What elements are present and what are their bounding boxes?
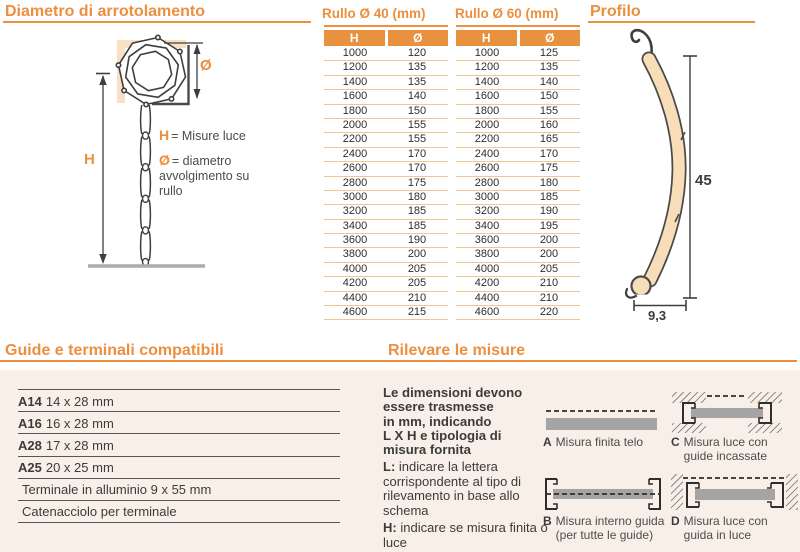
caption-text: Misura finita telo: [555, 435, 644, 449]
guide-list-item: [18, 456, 340, 478]
measure-intro: [383, 386, 555, 457]
guide-code: A14: [18, 393, 42, 409]
col-header-diameter: Ø: [520, 30, 581, 46]
cell-diameter: 170: [407, 147, 427, 160]
title-underline: [588, 21, 755, 23]
legend-item-diameter: [159, 153, 251, 199]
table-header-row: [324, 30, 448, 46]
table-title-rullo60: Rullo Ø 60 (mm): [455, 6, 559, 21]
intro-line: in mm, indicando: [383, 413, 492, 429]
cell-h: 1800: [342, 104, 368, 117]
guide-desc: 20 x 25 mm: [45, 460, 114, 476]
legend-symbol-diameter: Ø: [159, 152, 170, 168]
cell-h: 1600: [474, 90, 500, 103]
cell-h: 4000: [474, 262, 500, 275]
cell-diameter: 200: [539, 248, 559, 261]
cell-h: 3000: [342, 190, 368, 203]
cell-h: 1200: [474, 61, 500, 74]
table-row: [324, 148, 448, 162]
table-row: [324, 248, 448, 262]
table-row: [456, 292, 580, 306]
profile-height-label: 45: [695, 172, 712, 189]
cell-diameter: 135: [539, 61, 559, 74]
col-header-h: H: [456, 30, 517, 46]
table-row: [324, 263, 448, 277]
table-row: [456, 277, 580, 291]
cell-diameter: 200: [539, 234, 559, 247]
table-row: [324, 76, 448, 90]
h-text: indicare se misura finita o luce: [383, 520, 548, 550]
section-title-profilo: Profilo: [590, 3, 641, 20]
cell-h: 1800: [474, 104, 500, 117]
table-rule: [324, 25, 448, 27]
cell-diameter: 185: [407, 219, 427, 232]
legend-symbol-h: H: [159, 127, 170, 143]
cell-diameter: 155: [407, 118, 427, 131]
cell-diameter: 135: [407, 75, 427, 88]
cell-diameter: 150: [407, 104, 427, 117]
guide-desc: 16 x 28 mm: [45, 415, 114, 431]
curtain: [141, 105, 151, 266]
table-row: [324, 234, 448, 248]
cell-diameter: 195: [539, 219, 559, 232]
rullo60-table: [456, 30, 580, 320]
cell-h: 3200: [474, 205, 500, 218]
cell-h: 3000: [474, 190, 500, 203]
table-row: [456, 248, 580, 262]
cell-h: 3200: [342, 205, 368, 218]
slat-bottom-curl: [632, 277, 651, 296]
profile-width-label: 9,3: [648, 308, 667, 323]
cell-diameter: 190: [407, 234, 427, 247]
cell-h: 1200: [342, 61, 368, 74]
table-rule: [456, 25, 580, 27]
title-underline: [3, 21, 311, 23]
cell-diameter: 205: [407, 262, 427, 275]
table-body: [324, 47, 448, 320]
cell-diameter: 165: [539, 133, 559, 146]
cell-diameter: 185: [539, 190, 559, 203]
measure-diagram-d: [671, 472, 799, 512]
table-row: [456, 90, 580, 104]
guide-desc: 14 x 28 mm: [45, 393, 114, 409]
cell-diameter: 220: [539, 306, 559, 319]
table-row: [324, 133, 448, 147]
cell-h: 2000: [474, 118, 500, 131]
table-header-row: [456, 30, 580, 46]
cell-h: 4400: [342, 291, 368, 304]
measure-instructions: [383, 386, 555, 550]
cell-h: 4400: [474, 291, 500, 304]
caption-text: Misura luce con guida in luce: [683, 514, 768, 542]
col-header-diameter: Ø: [388, 30, 449, 46]
cell-diameter: 200: [407, 248, 427, 261]
cell-h: 1400: [474, 75, 500, 88]
caption-letter: B: [543, 514, 552, 528]
guide-code: A16: [18, 415, 42, 431]
cell-diameter: 140: [539, 75, 559, 88]
title-underline: [0, 360, 797, 362]
intro-line: misura fornita: [383, 442, 471, 458]
table-row: [456, 105, 580, 119]
table-row: [456, 76, 580, 90]
table-row: [324, 47, 448, 61]
table-row: [324, 220, 448, 234]
cell-h: 3600: [474, 234, 500, 247]
intro-line: L X H e tipologia di: [383, 427, 502, 443]
guide-code: A28: [18, 437, 42, 453]
measure-diagram-c: [671, 390, 783, 438]
cell-h: 4600: [342, 306, 368, 319]
measure-diagram-a: [545, 405, 658, 433]
cell-h: 3400: [474, 219, 500, 232]
cell-h: 1600: [342, 90, 368, 103]
guide-list: [18, 389, 340, 523]
guide-list-item: [18, 389, 340, 411]
table-row: [456, 47, 580, 61]
l-text: indicare la lettera corrispondente al tipo di rilevamento in base allo schema: [383, 459, 522, 518]
intro-line: Le dimensioni devono: [383, 385, 523, 400]
cell-diameter: 155: [539, 104, 559, 117]
cell-diameter: 210: [539, 277, 559, 290]
cell-diameter: 215: [407, 306, 427, 319]
caption-d: [671, 515, 799, 542]
section-title-guide: Guide e terminali compatibili: [5, 342, 224, 359]
cell-diameter: 185: [407, 205, 427, 218]
table-row: [456, 61, 580, 75]
h-dimension-arrow: [96, 74, 110, 265]
cell-diameter: 190: [539, 205, 559, 218]
cell-h: 3800: [342, 248, 368, 261]
table-row: [456, 133, 580, 147]
col-header-h: H: [324, 30, 385, 46]
slat-body: [649, 59, 679, 280]
cell-diameter: 205: [539, 262, 559, 275]
h-label: H:: [383, 520, 397, 536]
table-row: [324, 277, 448, 291]
table-row: [324, 90, 448, 104]
table-row: [324, 177, 448, 191]
table-row: [456, 234, 580, 248]
h-dimension-label: H: [84, 151, 95, 168]
cell-h: 4600: [474, 306, 500, 319]
table-row: [456, 205, 580, 219]
legend-text-diameter: = diametro avvolgimento su rullo: [159, 154, 250, 198]
section-title-diametro: Diametro di arrotolamento: [5, 3, 206, 20]
guide-desc: Catenacciolo per terminale: [22, 504, 177, 520]
cell-h: 2200: [342, 133, 368, 146]
cell-diameter: 120: [407, 47, 427, 59]
guide-code: A25: [18, 460, 42, 476]
table-row: [456, 191, 580, 205]
cell-h: 2800: [474, 176, 500, 189]
cell-h: 2200: [474, 133, 500, 146]
table-body: [456, 47, 580, 320]
intro-line: essere trasmesse: [383, 399, 494, 415]
table-row: [456, 162, 580, 176]
table-row: [324, 105, 448, 119]
caption-text: Misura luce con guide incassate: [683, 435, 768, 463]
cell-h: 3600: [342, 234, 368, 247]
cell-diameter: 210: [539, 291, 559, 304]
cell-h: 1400: [342, 75, 368, 88]
guide-desc: 17 x 28 mm: [45, 437, 114, 453]
table-title-rullo40: Rullo Ø 40 (mm): [322, 6, 426, 21]
cell-h: 2600: [342, 162, 368, 175]
cell-diameter: 180: [407, 190, 427, 203]
cell-h: 2400: [474, 147, 500, 160]
caption-text: Misura interno guida (per tutte le guide): [555, 514, 665, 542]
table-row: [324, 191, 448, 205]
measure-h-note: [383, 521, 555, 550]
cell-h: 1000: [342, 47, 368, 59]
cell-diameter: 170: [407, 162, 427, 175]
table-row: [456, 177, 580, 191]
caption-b: [543, 515, 673, 542]
table-row: [324, 205, 448, 219]
measure-l-note: [383, 460, 555, 518]
cell-diameter: 210: [407, 291, 427, 304]
cell-diameter: 205: [407, 277, 427, 290]
table-row: [324, 292, 448, 306]
cell-h: 2600: [474, 162, 500, 175]
cell-h: 2400: [342, 147, 368, 160]
legend-text-h: = Misure luce: [171, 129, 246, 143]
table-row: [324, 61, 448, 75]
caption-a: [543, 436, 668, 450]
cell-h: 2800: [342, 176, 368, 189]
cell-diameter: 150: [539, 90, 559, 103]
section-title-misure: Rilevare le misure: [388, 342, 525, 359]
cell-diameter: 175: [539, 162, 559, 175]
cell-diameter: 125: [539, 47, 559, 59]
cell-diameter: 175: [407, 176, 427, 189]
l-label: L:: [383, 459, 396, 475]
guide-desc: Terminale in alluminio 9 x 55 mm: [22, 482, 212, 498]
cell-h: 4200: [342, 277, 368, 290]
caption-letter: A: [543, 435, 552, 449]
table-row: [456, 220, 580, 234]
rullo40-table: [324, 30, 448, 320]
table-row: [324, 306, 448, 320]
guide-list-item: [18, 500, 340, 522]
cell-diameter: 180: [539, 176, 559, 189]
cell-diameter: 135: [407, 61, 427, 74]
table-row: [456, 263, 580, 277]
guide-list-item: [18, 478, 340, 500]
cell-diameter: 170: [539, 147, 559, 160]
diagram-legend: [159, 128, 251, 199]
table-row: [456, 306, 580, 320]
table-row: [456, 148, 580, 162]
table-row: [324, 162, 448, 176]
cell-h: 4200: [474, 277, 500, 290]
legend-item-h: [159, 128, 251, 144]
cell-h: 3800: [474, 248, 500, 261]
table-row: [324, 119, 448, 133]
cell-h: 1000: [474, 47, 500, 59]
cell-h: 2000: [342, 118, 368, 131]
diameter-dimension-label: Ø: [200, 57, 212, 74]
guide-list-item: [18, 411, 340, 433]
caption-letter: C: [671, 435, 680, 449]
caption-letter: D: [671, 514, 680, 528]
cell-h: 3400: [342, 219, 368, 232]
guide-list-item: [18, 433, 340, 455]
table-row: [456, 119, 580, 133]
cell-diameter: 155: [407, 133, 427, 146]
cell-diameter: 160: [539, 118, 559, 131]
caption-c: [671, 436, 796, 463]
cell-h: 4000: [342, 262, 368, 275]
measure-diagram-b: [543, 476, 663, 514]
cell-diameter: 140: [407, 90, 427, 103]
